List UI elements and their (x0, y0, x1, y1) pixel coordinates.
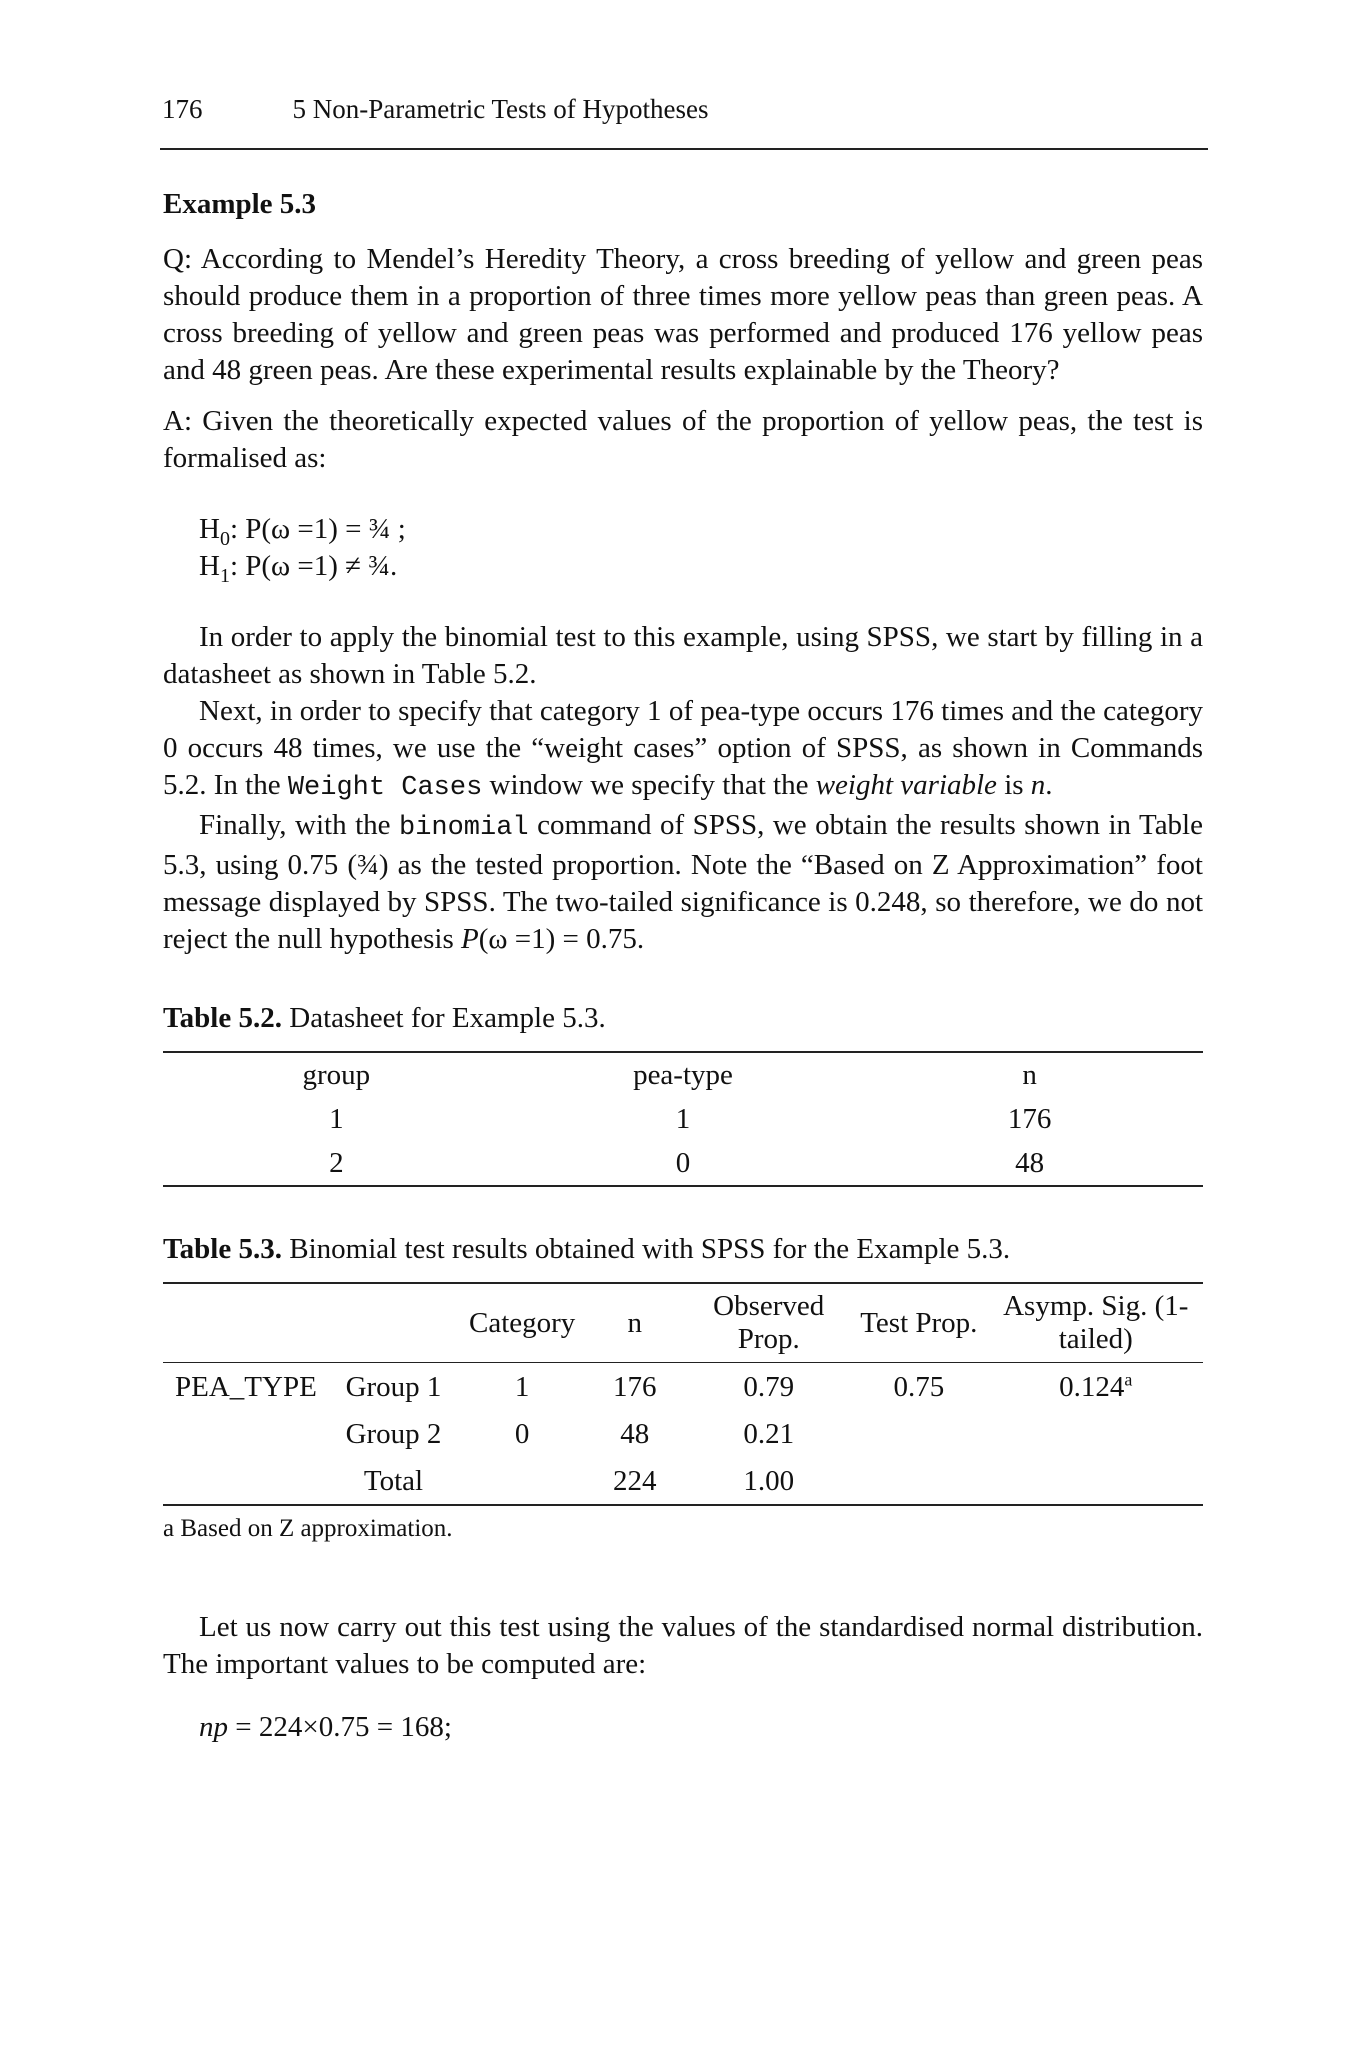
table-footnote: a Based on Z approximation. (163, 1515, 453, 1542)
table-row: Total 224 1.00 (363, 1465, 795, 1497)
paragraph-normal-distribution: Let us now carry out this test using the values of the standardised normal distribution. The important values to be computed are: (163, 1611, 1203, 1680)
page-content (163, 186, 1203, 1746)
table-5-2-caption: Table 5.2. Datasheet for Example 5.3. (163, 1002, 606, 1034)
asymp-sig-cell: 0.124$^a$ (1059, 1369, 1133, 1403)
alternative-hypothesis: $H_1$: P(ω =1) ≠ ¾. (199, 550, 398, 587)
formula-np: np = 224×0.75 = 168; (199, 1711, 452, 1743)
header-rule (160, 148, 1208, 150)
table-row: PEA_TYPE Group 1 1 176 0.79 0.75 0.124$^a$ (163, 1363, 1203, 1411)
table-row: 1 1 176 (329, 1103, 1052, 1135)
code-binomial: binomial (399, 813, 529, 843)
hypotheses (199, 511, 1203, 585)
table-header-row: Category n Observed Prop. Test Prop. Asymp. Sig. (1-tailed) (163, 1283, 1203, 1363)
table-header-row: group pea-type n (302, 1059, 1037, 1091)
paragraph-datasheet: In order to apply the binomial test to this example, using SPSS, we start by filling in a datasheet as shown in Table 5.2. (163, 621, 1203, 690)
null-hypothesis: $H_0$: P(ω =1) = ¾ ; (199, 513, 406, 550)
code-weight-cases: Weight Cases (287, 773, 483, 803)
table-5-2 (163, 1051, 1203, 1187)
table-row: Group 2 0 48 0.21 (345, 1418, 795, 1450)
paragraph-binomial: Finally, with the binomial command of SPSS, we obtain the results shown in Table 5.3, using 0.75 (¾) as the tested proportion. Note the “Based on Z Approximation” foot message displayed by SPSS. The two-tailed significance is 0.248, so therefore, we do not reject the null hypothesis P(ω =1) = 0.75. (163, 809, 1203, 955)
question-paragraph: Q: According to Mendel’s Heredity Theory, a cross breeding of yellow and green peas should produce them in a proportion of three times more yellow peas than green peas. A cross breeding of yellow and green peas was performed and produced 176 yellow peas and 48 green peas. Are these experimental results explainable by the Theory? (163, 243, 1203, 386)
running-header (162, 94, 1206, 125)
paragraph-weight-cases: Next, in order to specify that category 1 of pea-type occurs 176 times and the category 0 occurs 48 times, we use the “weight cases” option of SPSS, as shown in Commands 5.2. In the Weight Cases window we specify that the weight variable is n. (163, 695, 1203, 803)
table-5-3-caption: Table 5.3. Binomial test results obtained with SPSS for the Example 5.3. (163, 1233, 1011, 1265)
table-row: 2 0 48 (329, 1147, 1045, 1179)
page-number: 176 (162, 94, 203, 124)
example-title: Example 5.3 (163, 188, 317, 220)
chapter-title: 5 Non-Parametric Tests of Hypotheses (292, 94, 709, 124)
table-5-3 (163, 1282, 1203, 1506)
answer-paragraph: A: Given the theoretically expected values of the proportion of yellow peas, the test is formalised as: (163, 405, 1203, 474)
